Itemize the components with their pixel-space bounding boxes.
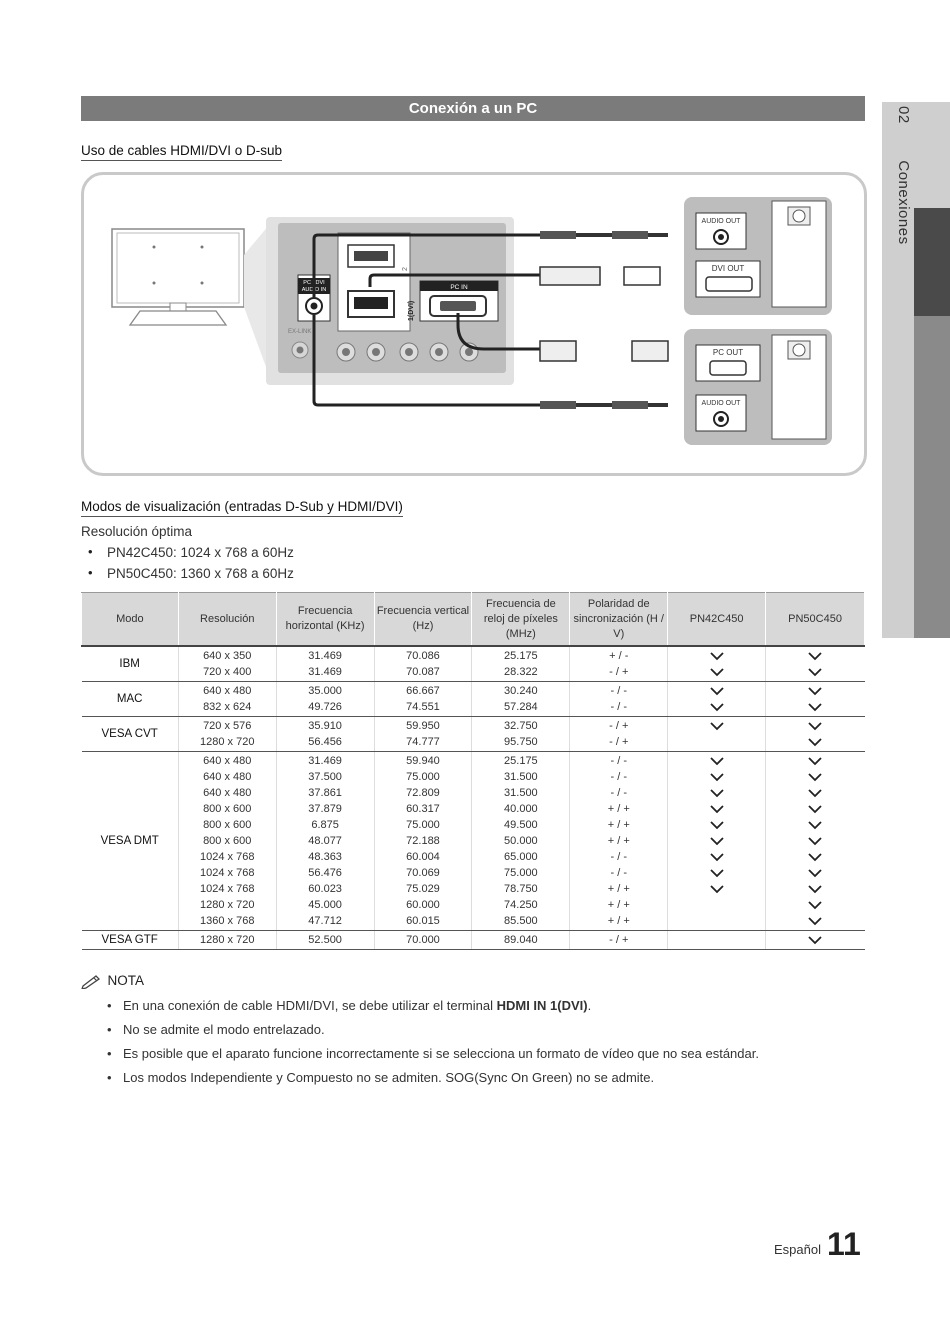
cell-value: 60.015: [406, 915, 440, 927]
cell-value: 70.086: [406, 650, 440, 662]
value-cell: [374, 931, 472, 950]
checkmark-icon: [766, 683, 864, 699]
cell-value: 1280 x 720: [200, 934, 255, 946]
checkmark-icon: [668, 865, 765, 881]
cell-value: + / +: [607, 915, 630, 927]
checkmark-icon: [766, 769, 864, 785]
value-cell: [276, 931, 374, 950]
page-title: Conexión a un PC: [81, 96, 865, 121]
value-cell: [570, 717, 668, 752]
note-text: Es posible que el aparato funcione incorrectamente si se selecciona un formato de vídeo que no sea estándar.: [123, 1046, 759, 1061]
checkmark-icon: [766, 897, 864, 913]
cell-value: 31.469: [308, 650, 342, 662]
chapter-name: Conexiones: [895, 160, 912, 245]
cell-value: 31.469: [308, 755, 342, 767]
column-header: Resolución: [178, 593, 276, 647]
column-header: PN50C450: [766, 593, 865, 647]
connection-diagram-svg: [84, 175, 864, 473]
table-row: [82, 717, 865, 752]
cell-value: 35.910: [308, 720, 342, 732]
cell-value: 60.004: [406, 851, 440, 863]
support-cell: [766, 752, 865, 931]
column-header: Frecuencia de reloj de píxeles (MHz): [472, 593, 570, 647]
cell-value: - / +: [609, 720, 629, 732]
support-cell: [668, 752, 766, 931]
note-item: [123, 1046, 759, 1061]
cell-value: 85.500: [504, 915, 538, 927]
table-body: [82, 646, 865, 950]
checkmark-icon: [766, 913, 864, 929]
tv-back-panel: [266, 217, 514, 385]
checkmark-icon: [668, 753, 765, 769]
support-cell: [766, 717, 865, 752]
value-cell: [374, 717, 472, 752]
cell-value: 56.476: [308, 867, 342, 879]
note-text: Los modos Independiente y Compuesto no se admiten. SOG(Sync On Green) no se admite.: [123, 1070, 655, 1085]
value-cell: [178, 752, 276, 931]
cell-value: 720 x 400: [203, 666, 252, 678]
checkmark-icon: [668, 833, 765, 849]
cell-value: + / +: [607, 883, 630, 895]
cell-value: - / -: [610, 771, 627, 783]
footer-language: Español: [774, 1242, 821, 1257]
table-row: [82, 646, 865, 682]
note-item: [123, 998, 591, 1013]
cell-value: 75.000: [406, 771, 440, 783]
checkmark-icon: [668, 817, 765, 833]
cell-value: 75.000: [504, 867, 538, 879]
value-cell: [570, 752, 668, 931]
checkmark-icon: [766, 718, 864, 734]
checkmark-icon: [766, 664, 864, 680]
cell-value: - / -: [610, 685, 627, 697]
cell-value: - / -: [610, 787, 627, 799]
checkmark-icon: [766, 849, 864, 865]
cell-value: 65.000: [504, 851, 538, 863]
cell-value: 832 x 624: [203, 701, 252, 713]
checkmark-icon: [766, 753, 864, 769]
cell-value: 640 x 350: [203, 650, 252, 662]
cell-value: 74.250: [504, 899, 538, 911]
cell-value: 640 x 480: [203, 755, 252, 767]
checkmark-icon: [766, 817, 864, 833]
value-cell: [178, 682, 276, 717]
value-cell: [570, 931, 668, 950]
cell-value: 1280 x 720: [200, 899, 255, 911]
svg-text:1(DVI): 1(DVI): [408, 300, 415, 321]
mode-cell: VESA GTF: [82, 931, 179, 950]
bullet-icon: •: [107, 998, 112, 1013]
display-modes-table: [81, 592, 865, 950]
cell-value: 89.040: [504, 934, 538, 946]
chapter-tab-lower: [914, 316, 950, 638]
tv-illustration: [112, 225, 269, 375]
checkmark-icon: [668, 881, 765, 897]
cell-value: 74.551: [406, 701, 440, 713]
cell-value: + / +: [607, 819, 630, 831]
note-heading: [81, 972, 144, 990]
cell-value: 1024 x 768: [200, 851, 255, 863]
cell-value: 31.469: [308, 666, 342, 678]
cell-value: - / -: [610, 851, 627, 863]
cell-value: 1024 x 768: [200, 883, 255, 895]
cell-value: 75.029: [406, 883, 440, 895]
cell-value: 59.940: [406, 755, 440, 767]
cell-value: 95.750: [504, 736, 538, 748]
checkmark-icon: [668, 785, 765, 801]
cell-value: - / -: [610, 867, 627, 879]
support-cell: [766, 931, 865, 950]
cell-value: + / +: [607, 899, 630, 911]
column-header: Modo: [82, 593, 179, 647]
cell-value: 32.750: [504, 720, 538, 732]
cell-value: - / -: [610, 701, 627, 713]
svg-text:AUDIO OUT: AUDIO OUT: [701, 400, 741, 407]
cell-value: 66.667: [406, 685, 440, 697]
value-cell: [570, 682, 668, 717]
cell-value: 31.500: [504, 771, 538, 783]
mode-cell: VESA DMT: [82, 752, 179, 931]
value-cell: [178, 931, 276, 950]
value-cell: [472, 717, 570, 752]
cell-value: 37.861: [308, 787, 342, 799]
cell-value: 60.000: [406, 899, 440, 911]
table-header-row: [82, 593, 865, 647]
svg-text:EX-LINK: EX-LINK: [288, 329, 312, 335]
checkmark-icon: [766, 932, 864, 948]
checkmark-icon: [766, 833, 864, 849]
cell-value: - / +: [609, 736, 629, 748]
cell-value: - / -: [610, 755, 627, 767]
cell-value: 70.000: [406, 934, 440, 946]
support-cell: [668, 931, 766, 950]
cell-value: 25.175: [504, 650, 538, 662]
cell-value: 72.188: [406, 835, 440, 847]
cell-value: 59.950: [406, 720, 440, 732]
chapter-tab-marker: [914, 208, 950, 316]
checkmark-icon: [766, 734, 864, 750]
value-cell: [276, 717, 374, 752]
empty-mark: [668, 734, 765, 750]
section-heading-cables: Uso de cables HDMI/DVI o D-sub: [81, 143, 282, 161]
cell-value: 57.284: [504, 701, 538, 713]
note-item: [123, 1070, 654, 1085]
checkmark-icon: [766, 648, 864, 664]
checkmark-icon: [668, 648, 765, 664]
mode-cell: VESA CVT: [82, 717, 179, 752]
cell-value: - / +: [609, 666, 629, 678]
cell-value: 720 x 576: [203, 720, 252, 732]
pc-top-illustration: [684, 197, 832, 315]
svg-text:PC / DVI: PC / DVI: [303, 280, 325, 286]
cell-value: 50.000: [504, 835, 538, 847]
note-text: En una conexión de cable HDMI/DVI, se debe utilizar el terminal: [123, 998, 497, 1013]
cell-value: 31.500: [504, 787, 538, 799]
value-cell: [374, 682, 472, 717]
cell-value: 1360 x 768: [200, 915, 255, 927]
connection-diagram: [81, 172, 867, 476]
value-cell: [472, 752, 570, 931]
cell-value: 49.500: [504, 819, 538, 831]
checkmark-icon: [668, 683, 765, 699]
pencil-icon: [81, 973, 103, 989]
checkmark-icon: [766, 785, 864, 801]
cell-value: 48.077: [308, 835, 342, 847]
svg-text:AUDIO OUT: AUDIO OUT: [701, 218, 741, 225]
optimal-resolution-label: Resolución óptima: [81, 524, 193, 539]
note-item: [123, 1022, 325, 1037]
svg-text:PC IN: PC IN: [450, 284, 468, 291]
cell-value: 800 x 600: [203, 835, 252, 847]
cell-value: 640 x 480: [203, 685, 252, 697]
checkmark-icon: [766, 801, 864, 817]
cell-value: - / +: [609, 934, 629, 946]
column-header: Frecuencia horizontal (KHz): [276, 593, 374, 647]
cell-value: 1280 x 720: [200, 736, 255, 748]
cable-plugs: [540, 231, 668, 409]
column-header: PN42C450: [668, 593, 766, 647]
column-header: Polaridad de sincronización (H / V): [570, 593, 668, 647]
cell-value: + / +: [607, 835, 630, 847]
value-cell: [472, 931, 570, 950]
chapter-label: [882, 106, 912, 306]
svg-text:AUDIO IN: AUDIO IN: [301, 287, 327, 293]
support-cell: [668, 717, 766, 752]
resolution-item: PN50C450: 1360 x 768 a 60Hz: [107, 566, 294, 581]
value-cell: [276, 682, 374, 717]
value-cell: [276, 646, 374, 682]
checkmark-icon: [668, 769, 765, 785]
note-text: .: [587, 998, 592, 1013]
empty-mark: [668, 897, 765, 913]
cell-value: 56.456: [308, 736, 342, 748]
resolution-item: PN42C450: 1024 x 768 a 60Hz: [107, 545, 294, 560]
value-cell: [472, 646, 570, 682]
page-number: 11: [827, 1226, 861, 1262]
section-heading-modes: Modos de visualización (entradas D-Sub y HDMI/DVI): [81, 499, 403, 517]
bullet-icon: •: [107, 1022, 112, 1037]
bullet-icon: •: [107, 1046, 112, 1061]
cell-value: 37.500: [308, 771, 342, 783]
checkmark-icon: [766, 699, 864, 715]
value-cell: [374, 752, 472, 931]
value-cell: [276, 752, 374, 931]
value-cell: [472, 682, 570, 717]
cell-value: 70.087: [406, 666, 440, 678]
cell-value: 72.809: [406, 787, 440, 799]
checkmark-icon: [766, 881, 864, 897]
value-cell: [178, 717, 276, 752]
support-cell: [668, 682, 766, 717]
cell-value: 35.000: [308, 685, 342, 697]
cell-value: 30.240: [504, 685, 538, 697]
cell-value: 47.712: [308, 915, 342, 927]
support-cell: [766, 682, 865, 717]
cell-value: 640 x 480: [203, 787, 252, 799]
mode-cell: IBM: [82, 646, 179, 682]
cell-value: 37.879: [308, 803, 342, 815]
note-title: NOTA: [107, 973, 144, 988]
bullet-icon: •: [88, 565, 93, 580]
checkmark-icon: [766, 865, 864, 881]
cell-value: 74.777: [406, 736, 440, 748]
cell-value: 25.175: [504, 755, 538, 767]
empty-mark: [668, 932, 765, 948]
svg-text:DVI OUT: DVI OUT: [711, 264, 745, 273]
bullet-icon: •: [107, 1070, 112, 1085]
cell-value: 78.750: [504, 883, 538, 895]
svg-text:PC OUT: PC OUT: [712, 348, 744, 357]
pc-bottom-illustration: [684, 329, 832, 445]
note-text: No se admite el modo entrelazado.: [123, 1022, 325, 1037]
chapter-number: 02: [895, 106, 912, 124]
cell-value: 45.000: [308, 899, 342, 911]
checkmark-icon: [668, 849, 765, 865]
support-cell: [766, 646, 865, 682]
mode-cell: MAC: [82, 682, 179, 717]
value-cell: [570, 646, 668, 682]
cell-value: 40.000: [504, 803, 538, 815]
cell-value: 75.000: [406, 819, 440, 831]
checkmark-icon: [668, 699, 765, 715]
checkmark-icon: [668, 801, 765, 817]
cell-value: 800 x 600: [203, 819, 252, 831]
cell-value: 52.500: [308, 934, 342, 946]
value-cell: [374, 646, 472, 682]
cell-value: 800 x 600: [203, 803, 252, 815]
checkmark-icon: [668, 664, 765, 680]
table-row: [82, 752, 865, 931]
cell-value: 48.363: [308, 851, 342, 863]
cell-value: + / -: [609, 650, 629, 662]
value-cell: [178, 646, 276, 682]
cell-value: 640 x 480: [203, 771, 252, 783]
cell-value: 1024 x 768: [200, 867, 255, 879]
column-header: Frecuencia vertical (Hz): [374, 593, 472, 647]
bullet-icon: •: [88, 544, 93, 559]
cell-value: 6.875: [311, 819, 339, 831]
cell-value: 28.322: [504, 666, 538, 678]
cell-value: 60.023: [308, 883, 342, 895]
table-row: [82, 931, 865, 950]
cell-value: 49.726: [308, 701, 342, 713]
cell-value: 70.069: [406, 867, 440, 879]
svg-text:2: 2: [402, 267, 409, 271]
cell-value: 60.317: [406, 803, 440, 815]
checkmark-icon: [668, 718, 765, 734]
empty-mark: [668, 913, 765, 929]
note-text-bold: HDMI IN 1(DVI): [496, 998, 588, 1013]
cell-value: + / +: [607, 803, 630, 815]
support-cell: [668, 646, 766, 682]
table-row: [82, 682, 865, 717]
